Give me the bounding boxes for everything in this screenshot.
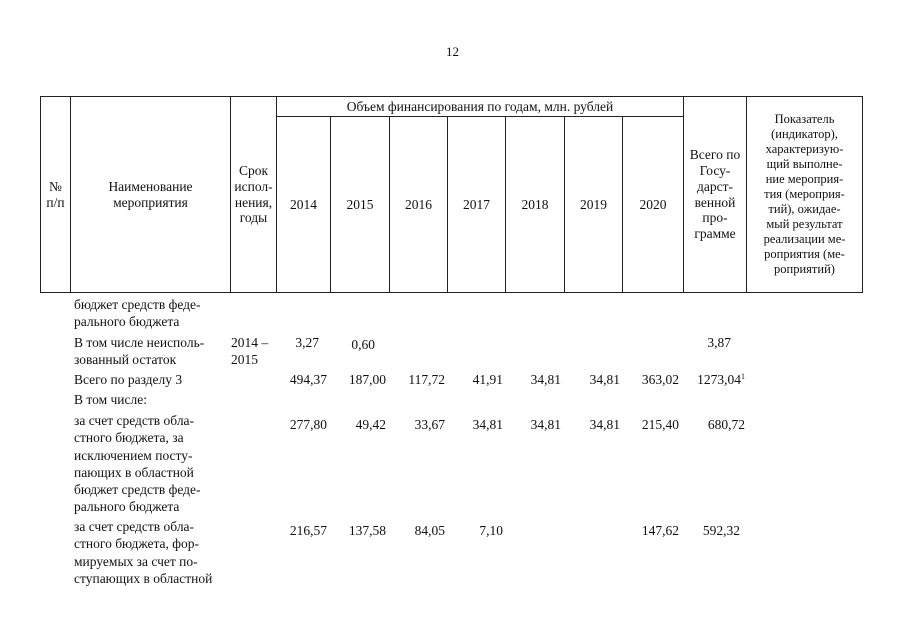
header-name: Наименование мероприятия	[108, 178, 193, 210]
row-name: Всего по разделу 3	[74, 372, 183, 387]
row-value-2015: 0,60	[351, 337, 375, 352]
row-total-value: 1273,04	[697, 372, 741, 387]
footnote-mark: 1	[741, 372, 745, 381]
row-value-2020: 363,02	[641, 372, 679, 387]
row-value-2020: 215,40	[641, 417, 679, 432]
header-year: 2017	[463, 196, 490, 212]
row-value-2014: 494,37	[289, 372, 327, 387]
header-year: 2015	[346, 196, 374, 212]
header-year: 2020	[639, 196, 667, 212]
page-number: 12	[446, 44, 459, 59]
row-value-2014: 277,80	[289, 417, 327, 432]
row-value-2014: 3,27	[295, 335, 319, 350]
row-name: за счет средств обла- стного бюджета, за исключением посту- пающих в областной бюджет средств феде- рального бюджета	[74, 413, 201, 515]
header-total: Всего по Госу- дарст- венной про- грамме	[689, 146, 741, 242]
row-value-2015: 137,58	[348, 523, 386, 538]
row-value-2016: 33,67	[414, 417, 445, 432]
header-year: 2018	[521, 196, 549, 212]
header-year: 2019	[580, 196, 607, 212]
row-value-2018: 34,81	[530, 372, 561, 387]
row-value-2015: 187,00	[348, 372, 386, 387]
row-value-2020: 147,62	[641, 523, 679, 538]
row-value-2017: 7,10	[479, 523, 503, 538]
row-value-2015: 49,42	[355, 417, 386, 432]
row-name: В том числе:	[74, 392, 147, 407]
row-total: 592,32	[702, 523, 740, 538]
row-value-2016: 84,05	[414, 523, 445, 538]
row-value-2019: 34,81	[589, 417, 620, 432]
col-border	[862, 96, 863, 292]
row-name: за счет средств обла- стного бюджета, фор- мируемых за счет по- ступающих в областной	[74, 519, 213, 586]
row-value-2017: 41,91	[472, 372, 503, 387]
header-num: № п/п	[46, 178, 65, 210]
row-value-2019: 34,81	[589, 372, 620, 387]
header-funding-group: Объем финансирования по годам, млн. рублей	[346, 98, 614, 114]
row-value-2018: 34,81	[530, 417, 561, 432]
header-bottom-border	[40, 292, 863, 293]
row-name: бюджет средств феде- рального бюджета	[74, 297, 201, 330]
row-period: 2014 – 2015	[231, 335, 269, 368]
header-year: 2016	[405, 196, 432, 212]
row-total: 3,87	[707, 335, 731, 350]
row-value-2014: 216,57	[289, 523, 327, 538]
row-value-2017: 34,81	[472, 417, 503, 432]
header-indicator: Показатель (индикатор), характеризую- щий выполне- ние мероприя- тия (мероприя- тий), ожидае- мый результат реализации ме- роприятия (ме- роприятий)	[763, 112, 846, 276]
header-year: 2014	[290, 196, 317, 212]
row-total	[697, 371, 745, 388]
row-total: 680,72	[707, 417, 745, 432]
header-period: Срок испол- нения, годы	[234, 162, 273, 226]
row-name: В том числе неисполь- зованный остаток	[74, 335, 205, 368]
row-value-2016: 117,72	[408, 372, 445, 387]
